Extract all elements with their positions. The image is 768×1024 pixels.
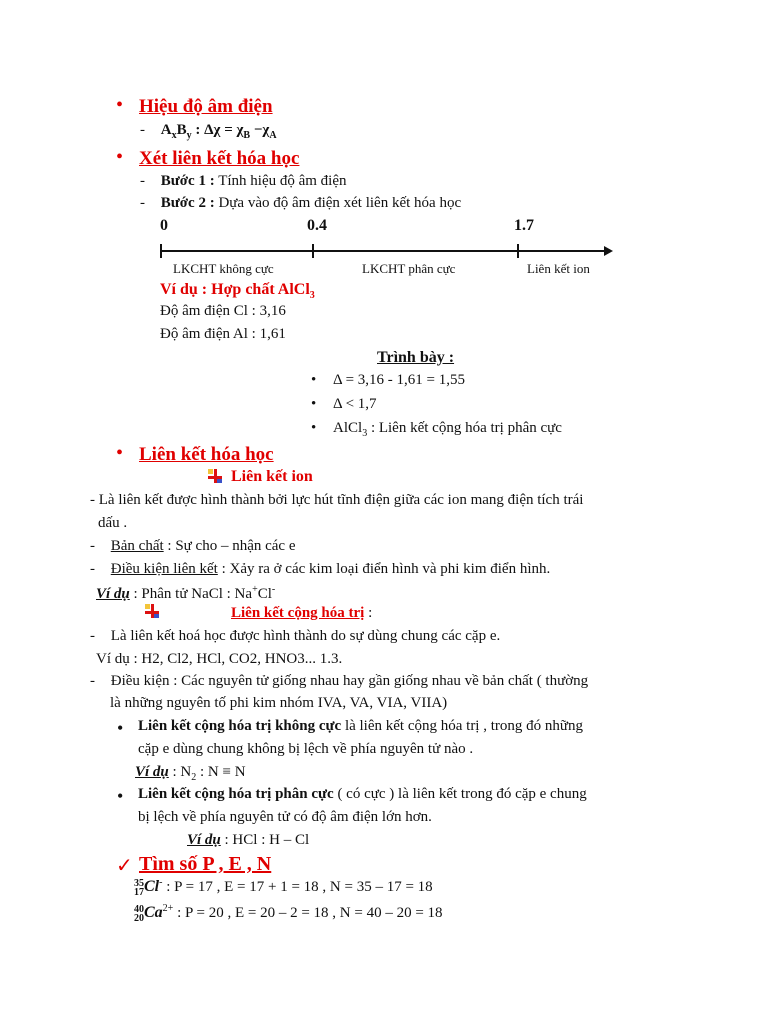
ca-calculation: : P = 20 , E = 20 – 2 = 18 , N = 40 – 20 = 18 xyxy=(173,905,443,921)
ca-mass-number: 40 xyxy=(134,903,144,915)
scale-tick-17: 1.7 xyxy=(514,217,534,234)
condition-text: : Xảy ra ở các kim loại điển hình và phi kim điển hình. xyxy=(217,561,551,577)
ionic-example: Ví dụ : Phân tử NaCl : Na+Cl- xyxy=(96,584,276,602)
covalent-condition-line2: là những nguyên tố phi kim nhóm IVA, VA, VIA, VIIA) xyxy=(110,695,448,711)
scale-tick-0: 0 xyxy=(160,217,168,234)
ionic-definition-line1: - Là liên kết được hình thành bởi lực hút tĩnh điện giữa các ion mang điện tích trái xyxy=(90,492,584,508)
step-2-text: Dựa vào độ âm điện xét liên kết hóa học xyxy=(214,195,462,211)
covalent-definition-text: Là liên kết hoá học được hình thành do sự dùng chung các cặp e. xyxy=(110,628,501,644)
calcium-line xyxy=(134,903,443,923)
heading-electronegativity-difference: Hiệu độ âm điện xyxy=(139,96,273,117)
nonpolar-title: Liên kết cộng hóa trị không cực xyxy=(138,718,342,734)
step-1-label: Bước 1 : xyxy=(160,173,215,189)
nonpolar-definition-line2: cặp e dùng chung không bị lệch về phía nguyên tử nào . xyxy=(138,741,474,757)
arrow-marker-icon xyxy=(208,469,222,490)
ionic-condition: - Điều kiện liên kết : Xảy ra ở các kim loại điển hình và phi kim điển hình. xyxy=(90,561,551,577)
en-al: Độ âm điện Al : 1,61 xyxy=(160,326,286,342)
formula-text: $A_xB_y$ : $\Delta\chi = \chi_B -\chi_A$ xyxy=(160,122,277,141)
en-cl: Độ âm điện Cl : 3,16 xyxy=(160,303,286,319)
dash: - xyxy=(140,122,145,138)
conclusion: AlCl$_3$ : Liên kết cộng hóa trị phân cực xyxy=(333,420,562,439)
colon: : xyxy=(364,605,373,621)
covalent-condition-line1: Điều kiện : Các nguyên tử giống nhau hay gần giống nhau về bản chất ( thường xyxy=(110,673,589,689)
chlorine-line xyxy=(134,877,433,897)
polar-title: Liên kết cộng hóa trị phân cực xyxy=(138,786,334,802)
region-nonpolar: LKCHT không cực xyxy=(173,261,274,276)
list-item: • xyxy=(117,786,124,806)
scale-tick-04: 0.4 xyxy=(307,217,327,234)
step-2: - Bước 2 : Dựa vào độ âm điện xét liên kết hóa học xyxy=(140,195,462,211)
cl-mass-number: 35 xyxy=(134,877,144,889)
nature-label: Bản chất xyxy=(110,538,164,554)
covalent-definition: - Là liên kết hoá học được hình thành do sự dùng chung các cặp e. xyxy=(90,628,501,644)
cl-symbol: Cl xyxy=(144,878,160,895)
nonpolar-definition-line1 xyxy=(138,718,583,735)
covalent-bond-title: Liên kết cộng hóa trị xyxy=(231,605,365,621)
cl-charge: - xyxy=(159,877,163,888)
bullet: • xyxy=(116,146,124,168)
list-item: • xyxy=(117,718,124,738)
covalent-example: Ví dụ : H2, Cl2, HCl, CO2, HNO3... 1.3. xyxy=(96,651,343,667)
list-item: • xyxy=(311,396,317,412)
covalent-condition: - Điều kiện : Các nguyên tử giống nhau hay gần giống nhau về bản chất ( thường xyxy=(90,673,589,689)
example-alcl3-title: Ví dụ : Hợp chất AlCl$_3$ xyxy=(160,281,315,302)
condition-label: Điều kiện liên kết xyxy=(110,561,218,577)
polar-definition-line2: bị lệch về phía nguyên tử có độ âm điện lớn hơn. xyxy=(138,809,432,825)
formula-line xyxy=(140,122,277,141)
heading-find-pen: Tìm số P , E , N xyxy=(139,853,272,875)
presentation-title: Trình bày : xyxy=(377,349,455,366)
example-label: Ví dụ xyxy=(187,832,221,848)
nonpolar-example: Ví dụ : $N_2$ : N ≡ N xyxy=(135,764,246,783)
ionic-bond-title: Liên kết ion xyxy=(231,468,313,485)
polar-text: ( có cực ) là liên kết trong đó cặp e chung xyxy=(333,786,587,802)
arrow-marker-icon xyxy=(145,604,159,625)
bullet: • xyxy=(116,442,124,464)
example-label: Ví dụ xyxy=(135,764,169,780)
step-1-text: Tính hiệu độ âm điện xyxy=(214,173,347,189)
list-item: • xyxy=(311,372,317,388)
polar-example-text: : HCl : H – Cl xyxy=(220,832,310,848)
ionic-definition-line2: dấu . xyxy=(98,515,128,531)
polar-definition-line1 xyxy=(138,786,587,803)
electronegativity-scale-arrow xyxy=(158,240,614,262)
compare-delta: Δ < 1,7 xyxy=(333,396,377,412)
region-polar: LKCHT phân cực xyxy=(362,261,456,276)
calc-delta: Δ = 3,16 - 1,61 = 1,55 xyxy=(333,372,465,388)
polar-example xyxy=(187,832,309,849)
nonpolar-text: là liên kết cộng hóa trị , trong đó những xyxy=(341,718,584,734)
ca-charge: 2+ xyxy=(162,903,174,914)
region-ionic: Liên kết ion xyxy=(527,261,590,276)
cl-calculation: : P = 17 , E = 17 + 1 = 18 , N = 35 – 17 = 18 xyxy=(162,879,433,895)
ca-atomic-number: 20 xyxy=(134,912,144,924)
nature-text: : Sự cho – nhận các e xyxy=(163,538,296,554)
covalent-bond-heading xyxy=(231,605,372,622)
check-icon: ✓ xyxy=(116,855,133,877)
ionic-nature: - Bản chất : Sự cho – nhận các e xyxy=(90,538,296,554)
heading-chemical-bond: Liên kết hóa học xyxy=(139,444,274,465)
heading-bond-analysis: Xét liên kết hóa học xyxy=(139,148,300,169)
example-label: Ví dụ xyxy=(96,586,130,602)
step-2-label: Bước 2 : xyxy=(160,195,215,211)
cl-atomic-number: 17 xyxy=(134,886,144,898)
list-item: • xyxy=(311,420,317,436)
bullet: • xyxy=(116,94,124,116)
ca-symbol: Ca xyxy=(144,904,163,921)
step-1: - Bước 1 : Tính hiệu độ âm điện xyxy=(140,173,347,189)
